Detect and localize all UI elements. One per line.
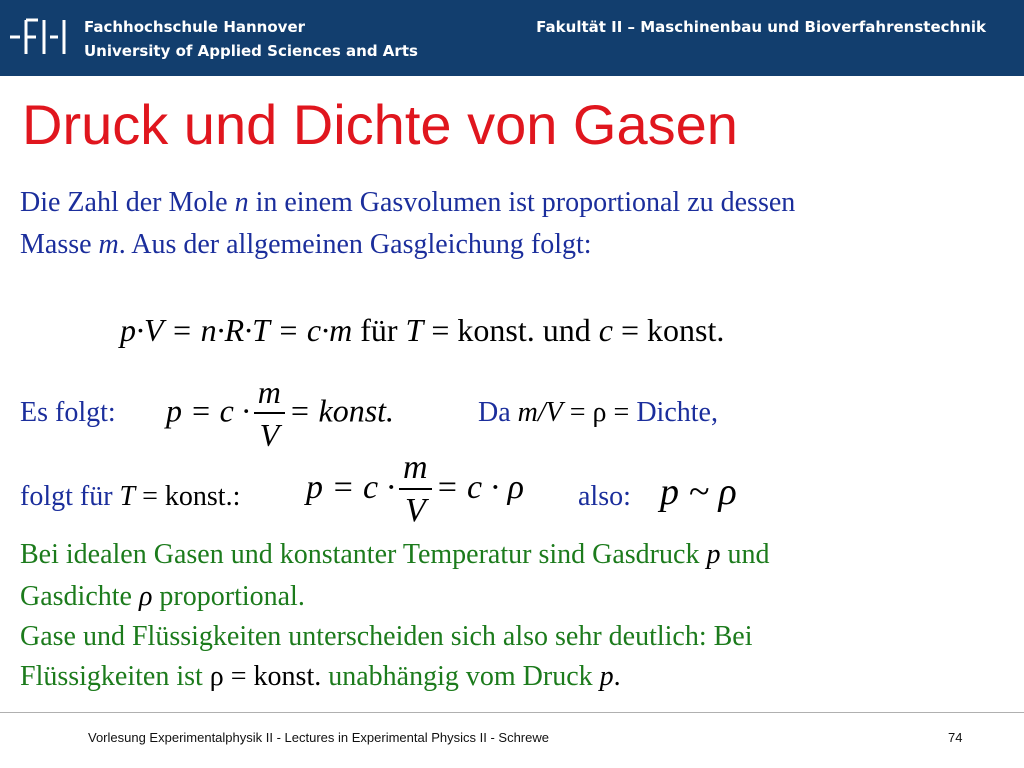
fhh-logo: [8, 16, 72, 58]
university-name-english: University of Applied Sciences and Arts: [84, 42, 418, 60]
page-number: 74: [948, 730, 963, 745]
es-folgt-label: Es folgt:: [20, 397, 116, 428]
intro-line-1: Die Zahl der Mole n in einem Gasvolumen ist proportional zu dessen: [20, 187, 796, 218]
conclusion-line-2: Gasdichte ρ proportional.: [20, 581, 305, 612]
also-label: also:: [578, 481, 631, 512]
conclusion-line-4: Flüssigkeiten ist ρ = konst. unabhängig vom Druck p.: [20, 661, 621, 692]
pressure-formula-1: p = c · $\frac{m}{V}$ = konst.: [166, 374, 395, 453]
pressure-formula-2: p = c · $\frac{m}{V}$ = c · ρ: [306, 449, 524, 529]
faculty-name: Fakultät II – Maschinenbau und Bioverfahrenstechnik: [536, 18, 986, 36]
slide-title: Druck und Dichte von Gasen: [22, 93, 738, 156]
intro-line-2: Masse m. Aus der allgemeinen Gasgleichung folgt:: [20, 229, 592, 260]
header-bar: [0, 0, 1024, 76]
conclusion-line-1: Bei idealen Gasen und konstanter Temperatur sind Gasdruck p und: [20, 539, 770, 570]
gas-equation: p·V = n·R·T = c·m für T = konst. und c = konst.: [120, 312, 725, 348]
folgt-fuer-label: folgt für T = konst.:: [20, 481, 241, 512]
conclusion-line-3: Gase und Flüssigkeiten unterscheiden sich also sehr deutlich: Bei: [20, 621, 753, 652]
proportionality: p ~ ρ: [660, 471, 737, 513]
university-name: Fachhochschule Hannover: [84, 18, 306, 36]
density-definition: Da m/V = ρ = Dichte,: [478, 397, 718, 428]
footer-text: Vorlesung Experimentalphysik II - Lectures in Experimental Physics II - Schrewe: [88, 730, 549, 745]
footer-divider: [0, 712, 1024, 713]
